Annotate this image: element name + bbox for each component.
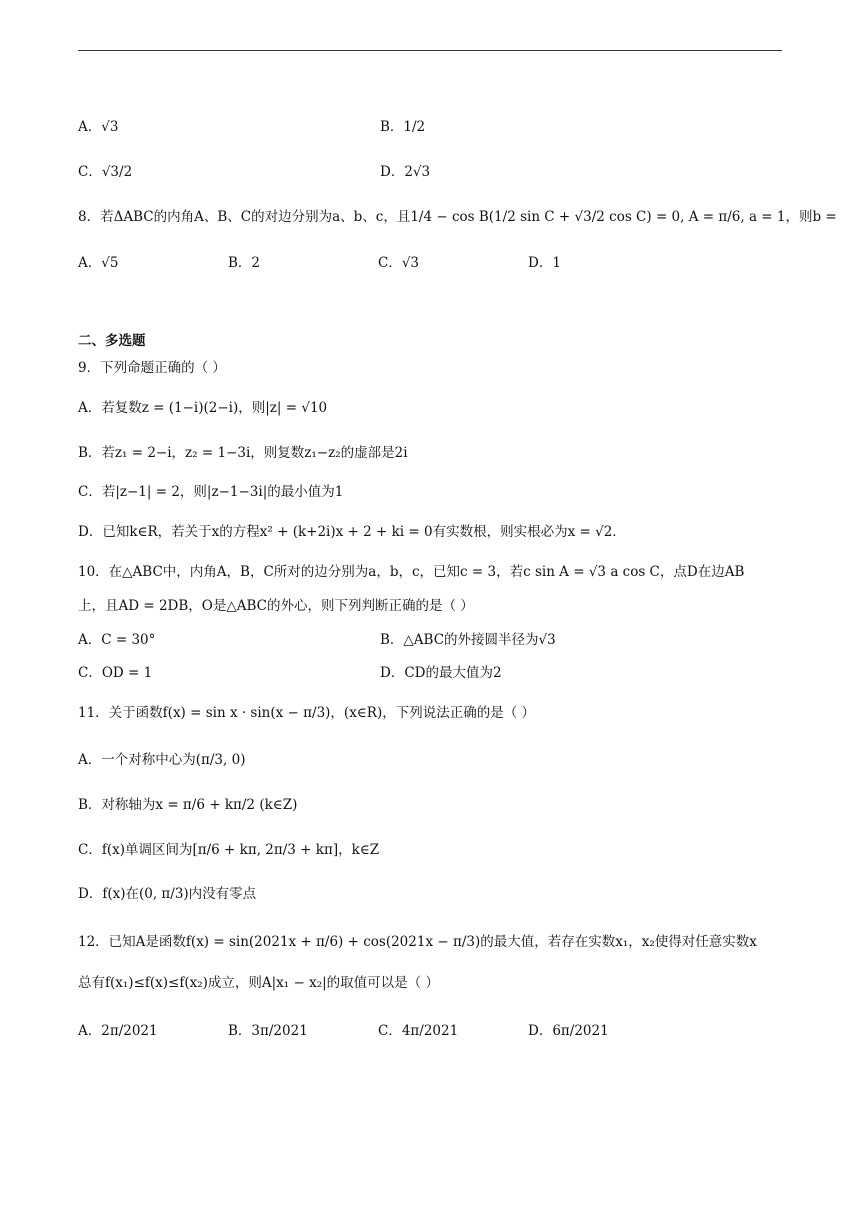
q8-option-a: A．√5 xyxy=(78,255,119,271)
q10-stem-line2: 上，且AD = 2DB，O是△ABC的外心，则下列判断正确的是（ ） xyxy=(78,598,474,614)
q11-stem: 11．关于函数f(x) = sin x · sin(x − π/3)，(x∈R)，下列说法正确的是（ ） xyxy=(78,705,536,721)
q12-stem-line1: 12．已知A是函数f(x) = sin(2021x + π/6) + cos(2021x − π/3)的最大值，若存在实数x₁，x₂使得对任意实数x xyxy=(78,934,757,950)
q8-option-b: B．2 xyxy=(228,255,261,271)
q8-stem: 8．若ΔABC的内角A、B、C的对边分别为a、b、c，且1/4 − cos B(1/2 sin C + √3/2 cos C) = 0, A = π/6, a = 1，则b = xyxy=(78,209,837,225)
q11-option-d: D．f(x)在(0, π/3)内没有零点 xyxy=(78,886,257,902)
header-rule xyxy=(78,50,782,51)
q7-option-d: D．2√3 xyxy=(380,164,431,180)
q8-option-c: C．√3 xyxy=(378,255,420,271)
q11-option-a: A．一个对称中心为(π/3, 0) xyxy=(78,752,246,768)
q7-option-a: A．√3 xyxy=(78,119,119,135)
q10-option-d: D．CD的最大值为2 xyxy=(380,665,502,681)
q12-option-c: C．4π/2021 xyxy=(378,1023,459,1039)
q10-option-a: A．C = 30° xyxy=(78,632,156,648)
q10-option-c: C．OD = 1 xyxy=(78,665,153,681)
q12-stem-line2: 总有f(x₁)≤f(x)≤f(x₂)成立，则A|x₁ − x₂|的取值可以是（ ） xyxy=(78,975,439,991)
q9-option-c: C．若|z−1| = 2，则|z−1−3i|的最小值为1 xyxy=(78,484,344,500)
q10-option-b: B．△ABC的外接圆半径为√3 xyxy=(380,632,556,648)
q9-option-d: D．已知k∈R，若关于x的方程x² + (k+2i)x + 2 + ki = 0有实数根，则实根必为x = √2． xyxy=(78,524,626,540)
q11-option-b: B．对称轴为x = π/6 + kπ/2 (k∈Z) xyxy=(78,797,298,813)
q12-option-d: D．6π/2021 xyxy=(528,1023,609,1039)
q12-option-a: A．2π/2021 xyxy=(78,1023,158,1039)
q9-option-b: B．若z₁ = 2−i，z₂ = 1−3i，则复数z₁−z₂的虚部是2i xyxy=(78,445,408,461)
q9-stem: 9．下列命题正确的（ ） xyxy=(78,360,226,376)
q8-option-d: D．1 xyxy=(528,255,561,271)
q12-option-b: B．3π/2021 xyxy=(228,1023,308,1039)
q7-option-c: C．√3/2 xyxy=(78,164,133,180)
q9-option-a: A．若复数z = (1−i)(2−i)，则|z| = √10 xyxy=(78,400,328,416)
q7-option-b: B．1/2 xyxy=(380,119,426,135)
section-heading: 二、多选题 xyxy=(78,333,146,349)
q10-stem-line1: 10．在△ABC中，内角A，B，C所对的边分别为a，b，c，已知c = 3，若c sin A = √3 a cos C，点D在边AB xyxy=(78,564,745,580)
q11-option-c: C．f(x)单调区间为[π/6 + kπ, 2π/3 + kπ]，k∈Z xyxy=(78,842,380,858)
